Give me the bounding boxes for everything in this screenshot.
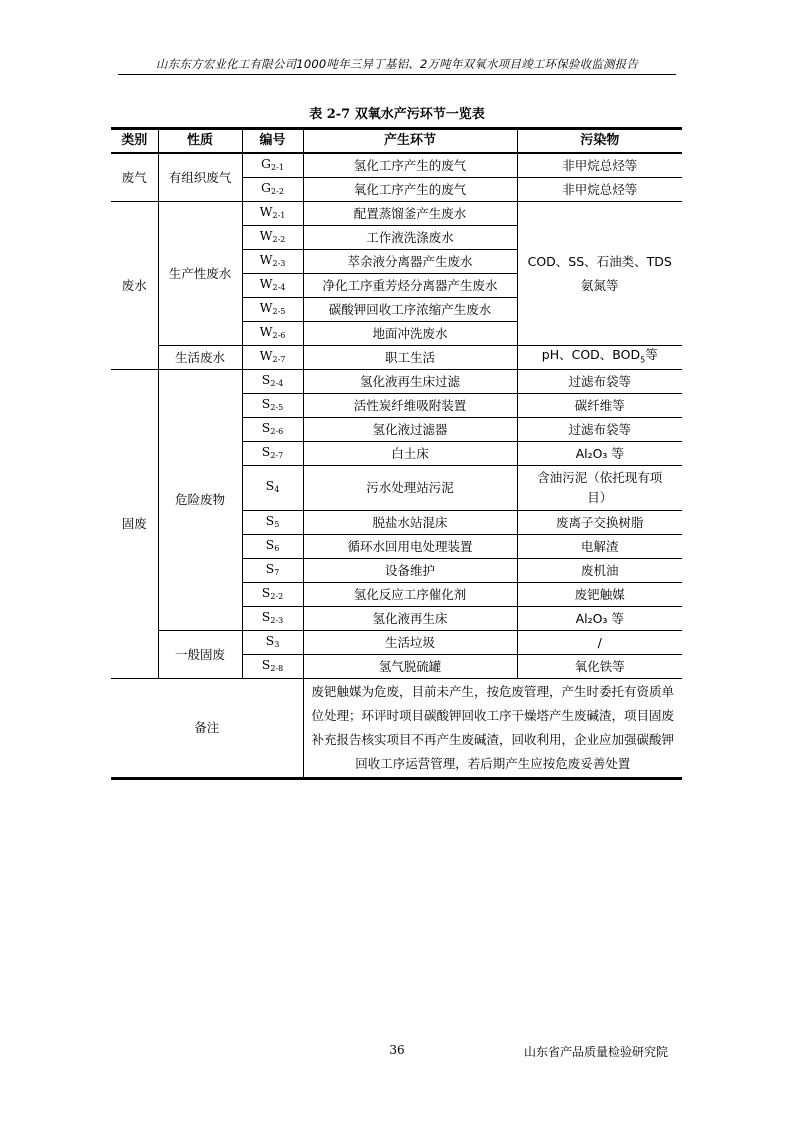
nature-production-water: 生产性废水 (158, 202, 242, 346)
table-caption: 表 2-7 双氧水产污环节一览表 (309, 107, 485, 122)
header-code: 编号 (242, 129, 303, 154)
code-cell: $W_{2-7}$ (242, 346, 303, 370)
nature-general-waste: 一般固废 (158, 631, 242, 679)
code-cell: $S_3$ (242, 631, 303, 655)
code-cell: $S_5$ (242, 511, 303, 535)
stage-cell: 氢化反应工序催化剂 (303, 583, 517, 607)
page-number: 36 (389, 1043, 405, 1057)
pollutant-cell: / (517, 631, 682, 655)
pollutant-production-water (517, 202, 682, 346)
stage-cell: 氢化液再生床 (303, 607, 517, 631)
stage-cell: 地面冲洗废水 (303, 322, 517, 346)
header-pollutant: 污染物 (517, 129, 682, 154)
category-solid: 固废 (111, 370, 158, 679)
table-row (111, 631, 682, 655)
code-cell: $S_{2-8}$ (242, 655, 303, 679)
code-cell: $S_{2-4}$ (242, 370, 303, 394)
pollutant-cell: 废离子交换树脂 (517, 511, 682, 535)
pollutant-line: 氨氮等 (580, 277, 619, 293)
category-gas: 废气 (111, 153, 158, 202)
code-cell: $W_{2-6}$ (242, 322, 303, 346)
pollutant-cell: 非甲烷总烃等 (517, 178, 682, 202)
pollutant-cell: 氧化铁等 (517, 655, 682, 679)
stage-cell: 氢化工序产生的废气 (303, 153, 517, 178)
header-nature: 性质 (158, 129, 242, 154)
pollutant-cell: Al₂O₃ 等 (517, 607, 682, 631)
code-cell: $W_{2-5}$ (242, 298, 303, 322)
pollutant-cell: 过滤布袋等 (517, 418, 682, 442)
stage-cell: 净化工序重芳烃分离器产生废水 (303, 274, 517, 298)
stage-cell: 污水处理站污泥 (303, 466, 517, 511)
stage-cell: 设备维护 (303, 559, 517, 583)
nature-hazardous-waste: 危险废物 (158, 370, 242, 631)
pollutant-cell: 含油污泥（依托现有项目） (517, 466, 682, 511)
code-cell: $S_{2-6}$ (242, 418, 303, 442)
pollutant-cell: 非甲烷总烃等 (517, 153, 682, 178)
nature-organized-gas: 有组织废气 (158, 153, 242, 202)
code-cell: $W_{2-3}$ (242, 250, 303, 274)
code-cell: $S_{2-5}$ (242, 394, 303, 418)
stage-cell: 氢化液再生床过滤 (303, 370, 517, 394)
pollutant-cell: Al₂O₃ 等 (517, 442, 682, 466)
stage-cell: 生活垃圾 (303, 631, 517, 655)
code-cell: $S_{2-2}$ (242, 583, 303, 607)
stage-cell: 循环水回用电处理装置 (303, 535, 517, 559)
code-cell: $W_{2-2}$ (242, 226, 303, 250)
pollutant-cell: pH、COD、$BOD_5$等 (517, 346, 682, 370)
stage-cell: 碳酸钾回收工序浓缩产生废水 (303, 298, 517, 322)
pollution-table (111, 127, 682, 780)
code-cell: $S_{2-7}$ (242, 442, 303, 466)
stage-cell: 工作液洗涤废水 (303, 226, 517, 250)
document-header: 山东东方宏业化工有限公司1000吨年三异丁基铝、2万吨年双氧水项目竣工环保验收监测报告 (155, 57, 639, 71)
pollutant-cell: 电解渣 (517, 535, 682, 559)
pollutant-line: COD、SS、石油类、TDS (527, 253, 672, 269)
header-rule (118, 74, 676, 75)
note-label: 备注 (111, 679, 303, 779)
pollutant-cell: 废机油 (517, 559, 682, 583)
header-category: 类别 (111, 129, 158, 154)
table-header-row (111, 129, 682, 154)
table-row (111, 153, 682, 178)
footer-organization: 山东省产品质量检验研究院 (524, 1045, 669, 1059)
code-cell: $G_{2-1}$ (242, 153, 303, 178)
code-cell: $W_{2-1}$ (242, 202, 303, 226)
code-cell: $S_7$ (242, 559, 303, 583)
header-stage: 产生环节 (303, 129, 517, 154)
stage-cell: 氧化工序产生的废气 (303, 178, 517, 202)
pollutant-cell: 废钯触媒 (517, 583, 682, 607)
stage-cell: 氢化液过滤器 (303, 418, 517, 442)
note-text: 废钯触媒为危废，目前未产生，按危废管理，产生时委托有资质单位处理；环评时项目碳酸钾回收工序干燥塔产生废碱渣，项目固废补充报告核实项目不再产生废碱渣，回收利用，企业应加强碳酸钾回收工序运营管理，若后期产生应按危废妥善处置 (303, 679, 682, 779)
stage-cell: 配置蒸馏釜产生废水 (303, 202, 517, 226)
nature-domestic-water: 生活废水 (158, 346, 242, 370)
stage-cell: 职工生活 (303, 346, 517, 370)
stage-cell: 氢气脱硫罐 (303, 655, 517, 679)
code-cell: $S_6$ (242, 535, 303, 559)
table-row (111, 346, 682, 370)
stage-cell: 白土床 (303, 442, 517, 466)
pollutant-cell: 碳纤维等 (517, 394, 682, 418)
stage-cell: 活性炭纤维吸附装置 (303, 394, 517, 418)
code-cell: $G_{2-2}$ (242, 178, 303, 202)
stage-cell: 萃余液分离器产生废水 (303, 250, 517, 274)
table-row (111, 370, 682, 394)
code-cell: $S_4$ (242, 466, 303, 511)
pollutant-cell: 过滤布袋等 (517, 370, 682, 394)
category-water: 废水 (111, 202, 158, 370)
note-row (111, 679, 682, 779)
table-row (111, 202, 682, 226)
code-cell: $S_{2-3}$ (242, 607, 303, 631)
code-cell: $W_{2-4}$ (242, 274, 303, 298)
stage-cell: 脱盐水站混床 (303, 511, 517, 535)
